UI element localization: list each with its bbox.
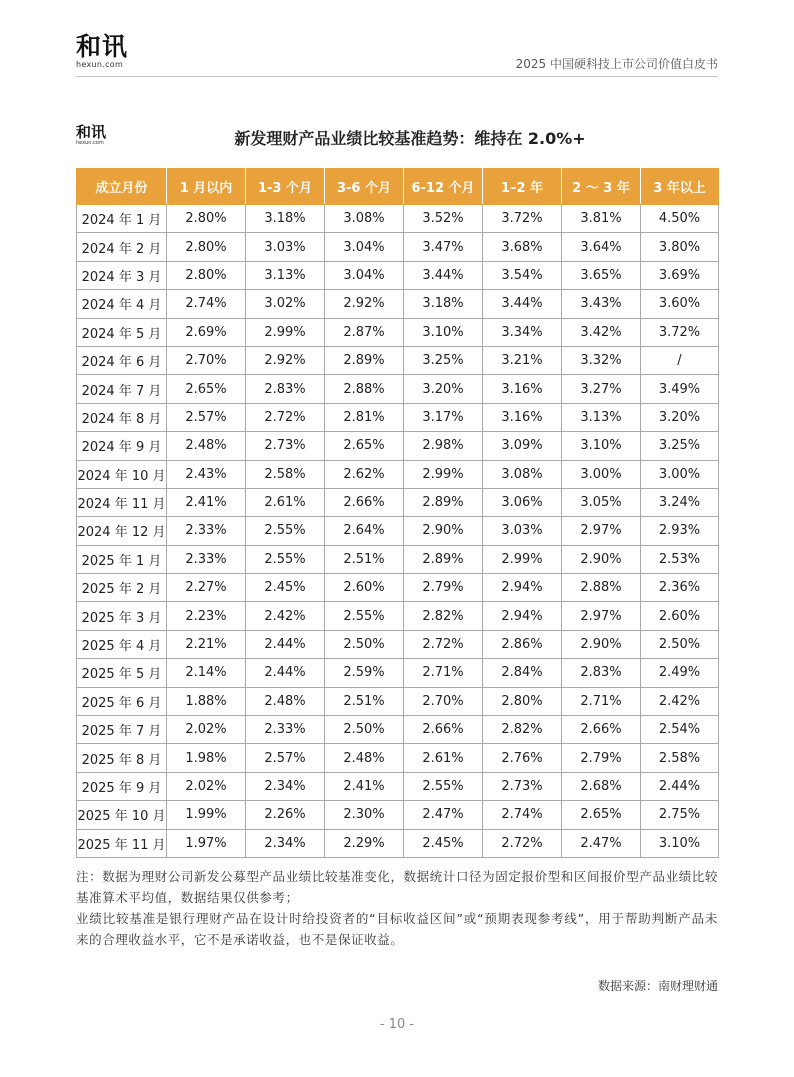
rate-cell: 2.82% xyxy=(483,716,562,744)
table-row xyxy=(77,687,719,715)
rate-cell: 2.41% xyxy=(167,488,246,516)
rate-cell: 2.21% xyxy=(167,630,246,658)
section-logo-url: hexun.com xyxy=(76,140,104,146)
rate-cell: 1.98% xyxy=(167,744,246,772)
rate-cell: 2.55% xyxy=(404,772,483,800)
column-header-term: 3 年以上 xyxy=(641,169,719,205)
rate-cell: 3.04% xyxy=(325,261,404,289)
rate-cell: 3.42% xyxy=(562,318,641,346)
rate-cell: 3.05% xyxy=(562,488,641,516)
table-row xyxy=(77,375,719,403)
rate-cell: 2.34% xyxy=(246,829,325,857)
rate-cell: 2.88% xyxy=(562,574,641,602)
table-row xyxy=(77,432,719,460)
rate-cell: 3.10% xyxy=(641,829,719,857)
rate-cell: 2.80% xyxy=(483,687,562,715)
rate-cell: 2.79% xyxy=(562,744,641,772)
rate-cell: 2.45% xyxy=(246,574,325,602)
rate-cell: 3.44% xyxy=(483,290,562,318)
rate-cell: 2.57% xyxy=(167,403,246,431)
rate-cell: 2.99% xyxy=(404,460,483,488)
rate-cell: 3.18% xyxy=(404,290,483,318)
rate-cell: 2.47% xyxy=(404,801,483,829)
rate-cell: 2.44% xyxy=(246,630,325,658)
rate-cell: 2.92% xyxy=(325,290,404,318)
rate-cell: 2.48% xyxy=(167,432,246,460)
rate-cell: 3.47% xyxy=(404,233,483,261)
section-title: 新发理财产品业绩比较基准趋势：维持在 2.0%+ xyxy=(234,129,586,148)
month-cell: 2024 年 11 月 xyxy=(77,488,167,516)
rate-cell: 3.02% xyxy=(246,290,325,318)
month-cell: 2024 年 12 月 xyxy=(77,517,167,545)
logo-url: hexun.com xyxy=(76,60,124,69)
rate-cell: 2.73% xyxy=(246,432,325,460)
rate-cell: 3.64% xyxy=(562,233,641,261)
month-cell: 2024 年 1 月 xyxy=(77,205,167,233)
month-cell: 2025 年 9 月 xyxy=(77,772,167,800)
rate-cell: 3.80% xyxy=(641,233,719,261)
rate-cell: 2.59% xyxy=(325,659,404,687)
table-header-row xyxy=(77,169,719,205)
rate-cell: 2.94% xyxy=(483,574,562,602)
rate-cell: 3.81% xyxy=(562,205,641,233)
rate-cell: 2.93% xyxy=(641,517,719,545)
rate-cell: 2.94% xyxy=(483,602,562,630)
rate-cell: 2.50% xyxy=(641,630,719,658)
rate-cell: 3.25% xyxy=(641,432,719,460)
rate-cell: 2.26% xyxy=(246,801,325,829)
rate-cell: 2.29% xyxy=(325,829,404,857)
column-header-term: 1 月以内 xyxy=(167,169,246,205)
rate-cell: 3.08% xyxy=(483,460,562,488)
rate-cell: 2.49% xyxy=(641,659,719,687)
note-methodology: 注：数据为理财公司新发公募型产品业绩比较基准变化，数据统计口径为固定报价型和区间报价型产品业绩比较基准算术平均值，数据结果仅供参考； xyxy=(76,869,718,905)
rate-cell: 2.02% xyxy=(167,772,246,800)
rate-cell: 2.61% xyxy=(246,488,325,516)
rate-cell: 3.72% xyxy=(641,318,719,346)
rate-cell: 2.72% xyxy=(404,630,483,658)
table-row xyxy=(77,772,719,800)
table-header xyxy=(77,169,719,205)
table-row xyxy=(77,630,719,658)
rate-cell: 2.55% xyxy=(246,517,325,545)
rate-cell: 3.34% xyxy=(483,318,562,346)
rate-cell: 3.65% xyxy=(562,261,641,289)
rate-cell: 2.72% xyxy=(483,829,562,857)
rate-cell: 2.68% xyxy=(562,772,641,800)
logo-mark: 和讯 xyxy=(76,32,129,61)
table-body xyxy=(77,205,719,858)
table-row xyxy=(77,488,719,516)
rate-cell: 4.50% xyxy=(641,205,719,233)
rate-cell: 2.45% xyxy=(404,829,483,857)
rate-cell: 2.55% xyxy=(325,602,404,630)
rate-cell: / xyxy=(641,346,719,374)
table-row xyxy=(77,829,719,857)
rate-cell: 2.81% xyxy=(325,403,404,431)
rate-cell: 3.25% xyxy=(404,346,483,374)
rate-cell: 2.83% xyxy=(562,659,641,687)
section-logo xyxy=(76,125,106,146)
rate-cell: 2.64% xyxy=(325,517,404,545)
rate-cell: 2.33% xyxy=(167,545,246,573)
rate-cell: 2.71% xyxy=(562,687,641,715)
rate-cell: 2.42% xyxy=(641,687,719,715)
rate-cell: 3.68% xyxy=(483,233,562,261)
rate-cell: 1.99% xyxy=(167,801,246,829)
rate-cell: 2.65% xyxy=(562,801,641,829)
rate-cell: 2.70% xyxy=(167,346,246,374)
data-source: 数据来源：南财理财通 xyxy=(597,979,718,993)
month-cell: 2024 年 6 月 xyxy=(77,346,167,374)
page-number: - 10 - xyxy=(379,1017,415,1032)
table-row xyxy=(77,602,719,630)
rate-cell: 2.62% xyxy=(325,460,404,488)
section-logo-mark: 和讯 xyxy=(76,123,107,141)
rate-cell: 2.33% xyxy=(246,716,325,744)
rate-cell: 2.65% xyxy=(167,375,246,403)
rate-cell: 3.43% xyxy=(562,290,641,318)
rate-cell: 3.24% xyxy=(641,488,719,516)
rate-cell: 2.99% xyxy=(246,318,325,346)
rate-cell: 3.08% xyxy=(325,205,404,233)
report-title: 2025 中国硬科技上市公司价值白皮书 xyxy=(515,57,718,71)
rate-cell: 1.88% xyxy=(167,687,246,715)
rate-cell: 3.03% xyxy=(246,233,325,261)
rate-cell: 2.74% xyxy=(483,801,562,829)
month-cell: 2025 年 6 月 xyxy=(77,687,167,715)
rate-cell: 2.44% xyxy=(641,772,719,800)
rate-cell: 2.65% xyxy=(325,432,404,460)
rate-cell: 2.58% xyxy=(246,460,325,488)
rate-cell: 2.57% xyxy=(246,744,325,772)
month-cell: 2024 年 9 月 xyxy=(77,432,167,460)
rate-cell: 3.06% xyxy=(483,488,562,516)
rate-cell: 2.90% xyxy=(562,545,641,573)
rate-cell: 3.17% xyxy=(404,403,483,431)
month-cell: 2025 年 7 月 xyxy=(77,716,167,744)
month-cell: 2024 年 10 月 xyxy=(77,460,167,488)
rate-cell: 3.20% xyxy=(641,403,719,431)
month-cell: 2025 年 11 月 xyxy=(77,829,167,857)
column-header-term: 6-12 个月 xyxy=(404,169,483,205)
rate-cell: 2.79% xyxy=(404,574,483,602)
benchmark-table xyxy=(76,168,718,858)
rate-cell: 2.80% xyxy=(167,261,246,289)
rate-cell: 3.27% xyxy=(562,375,641,403)
rate-cell: 2.34% xyxy=(246,772,325,800)
rate-cell: 2.76% xyxy=(483,744,562,772)
rate-cell: 1.97% xyxy=(167,829,246,857)
rate-cell: 2.71% xyxy=(404,659,483,687)
table-row xyxy=(77,290,719,318)
table-row xyxy=(77,460,719,488)
table-row xyxy=(77,233,719,261)
table-row xyxy=(77,744,719,772)
table-notes xyxy=(76,866,718,950)
rate-cell: 2.50% xyxy=(325,630,404,658)
rate-cell: 2.33% xyxy=(167,517,246,545)
month-cell: 2025 年 10 月 xyxy=(77,801,167,829)
month-cell: 2025 年 4 月 xyxy=(77,630,167,658)
rate-cell: 2.66% xyxy=(404,716,483,744)
rate-cell: 2.36% xyxy=(641,574,719,602)
rate-cell: 3.13% xyxy=(562,403,641,431)
column-header-term: 2 ～ 3 年 xyxy=(562,169,641,205)
rate-cell: 2.73% xyxy=(483,772,562,800)
rate-cell: 2.50% xyxy=(325,716,404,744)
rate-cell: 3.32% xyxy=(562,346,641,374)
column-header-month: 成立月份 xyxy=(77,169,167,205)
rate-cell: 2.83% xyxy=(246,375,325,403)
table-row xyxy=(77,261,719,289)
rate-cell: 2.54% xyxy=(641,716,719,744)
rate-cell: 2.27% xyxy=(167,574,246,602)
month-cell: 2024 年 3 月 xyxy=(77,261,167,289)
month-cell: 2024 年 4 月 xyxy=(77,290,167,318)
table-row xyxy=(77,574,719,602)
rate-cell: 2.47% xyxy=(562,829,641,857)
month-cell: 2024 年 7 月 xyxy=(77,375,167,403)
month-cell: 2024 年 2 月 xyxy=(77,233,167,261)
rate-cell: 2.14% xyxy=(167,659,246,687)
rate-cell: 2.97% xyxy=(562,602,641,630)
rate-cell: 3.10% xyxy=(562,432,641,460)
table-row xyxy=(77,801,719,829)
rate-cell: 2.72% xyxy=(246,403,325,431)
table-row xyxy=(77,517,719,545)
rate-cell: 3.03% xyxy=(483,517,562,545)
rate-cell: 2.60% xyxy=(641,602,719,630)
table-row xyxy=(77,318,719,346)
rate-cell: 3.21% xyxy=(483,346,562,374)
column-header-term: 1–2 年 xyxy=(483,169,562,205)
header-divider xyxy=(76,76,718,77)
rate-cell: 3.16% xyxy=(483,375,562,403)
rate-cell: 2.51% xyxy=(325,545,404,573)
month-cell: 2024 年 5 月 xyxy=(77,318,167,346)
rate-cell: 3.00% xyxy=(641,460,719,488)
rate-cell: 2.53% xyxy=(641,545,719,573)
rate-cell: 2.88% xyxy=(325,375,404,403)
rate-cell: 2.80% xyxy=(167,205,246,233)
rate-cell: 2.90% xyxy=(562,630,641,658)
rate-cell: 2.44% xyxy=(246,659,325,687)
rate-cell: 2.61% xyxy=(404,744,483,772)
rate-cell: 2.48% xyxy=(246,687,325,715)
rate-cell: 3.18% xyxy=(246,205,325,233)
table-row xyxy=(77,545,719,573)
rate-cell: 2.66% xyxy=(325,488,404,516)
rate-cell: 3.10% xyxy=(404,318,483,346)
rate-cell: 2.99% xyxy=(483,545,562,573)
rate-cell: 3.20% xyxy=(404,375,483,403)
rate-cell: 2.74% xyxy=(167,290,246,318)
rate-cell: 2.92% xyxy=(246,346,325,374)
rate-cell: 3.72% xyxy=(483,205,562,233)
month-cell: 2025 年 8 月 xyxy=(77,744,167,772)
rate-cell: 3.52% xyxy=(404,205,483,233)
rate-cell: 3.60% xyxy=(641,290,719,318)
rate-cell: 2.66% xyxy=(562,716,641,744)
rate-cell: 2.41% xyxy=(325,772,404,800)
rate-cell: 2.98% xyxy=(404,432,483,460)
rate-cell: 2.86% xyxy=(483,630,562,658)
benchmark-table-grid xyxy=(76,168,719,858)
rate-cell: 2.51% xyxy=(325,687,404,715)
rate-cell: 3.44% xyxy=(404,261,483,289)
rate-cell: 3.16% xyxy=(483,403,562,431)
rate-cell: 2.82% xyxy=(404,602,483,630)
rate-cell: 3.13% xyxy=(246,261,325,289)
rate-cell: 2.55% xyxy=(246,545,325,573)
month-cell: 2024 年 8 月 xyxy=(77,403,167,431)
rate-cell: 2.43% xyxy=(167,460,246,488)
rate-cell: 2.70% xyxy=(404,687,483,715)
rate-cell: 2.90% xyxy=(404,517,483,545)
table-row xyxy=(77,659,719,687)
column-header-term: 1-3 个月 xyxy=(246,169,325,205)
month-cell: 2025 年 5 月 xyxy=(77,659,167,687)
rate-cell: 2.60% xyxy=(325,574,404,602)
month-cell: 2025 年 2 月 xyxy=(77,574,167,602)
rate-cell: 2.48% xyxy=(325,744,404,772)
rate-cell: 2.80% xyxy=(167,233,246,261)
rate-cell: 2.87% xyxy=(325,318,404,346)
hexun-logo xyxy=(76,34,128,69)
rate-cell: 2.84% xyxy=(483,659,562,687)
rate-cell: 2.58% xyxy=(641,744,719,772)
rate-cell: 2.30% xyxy=(325,801,404,829)
rate-cell: 2.69% xyxy=(167,318,246,346)
month-cell: 2025 年 3 月 xyxy=(77,602,167,630)
note-definition: 业绩比较基准是银行理财产品在设计时给投资者的“目标收益区间”或“预期表现参考线”，用于帮助判断产品未来的合理收益水平，它不是承诺收益，也不是保证收益。 xyxy=(76,911,718,947)
rate-cell: 2.89% xyxy=(404,488,483,516)
rate-cell: 2.97% xyxy=(562,517,641,545)
rate-cell: 3.49% xyxy=(641,375,719,403)
rate-cell: 2.42% xyxy=(246,602,325,630)
table-row xyxy=(77,403,719,431)
table-row xyxy=(77,346,719,374)
rate-cell: 3.04% xyxy=(325,233,404,261)
rate-cell: 3.09% xyxy=(483,432,562,460)
rate-cell: 2.89% xyxy=(404,545,483,573)
table-row xyxy=(77,716,719,744)
rate-cell: 3.54% xyxy=(483,261,562,289)
rate-cell: 2.02% xyxy=(167,716,246,744)
month-cell: 2025 年 1 月 xyxy=(77,545,167,573)
rate-cell: 2.23% xyxy=(167,602,246,630)
rate-cell: 2.89% xyxy=(325,346,404,374)
table-row xyxy=(77,205,719,233)
rate-cell: 3.00% xyxy=(562,460,641,488)
rate-cell: 3.69% xyxy=(641,261,719,289)
rate-cell: 2.75% xyxy=(641,801,719,829)
column-header-term: 3-6 个月 xyxy=(325,169,404,205)
